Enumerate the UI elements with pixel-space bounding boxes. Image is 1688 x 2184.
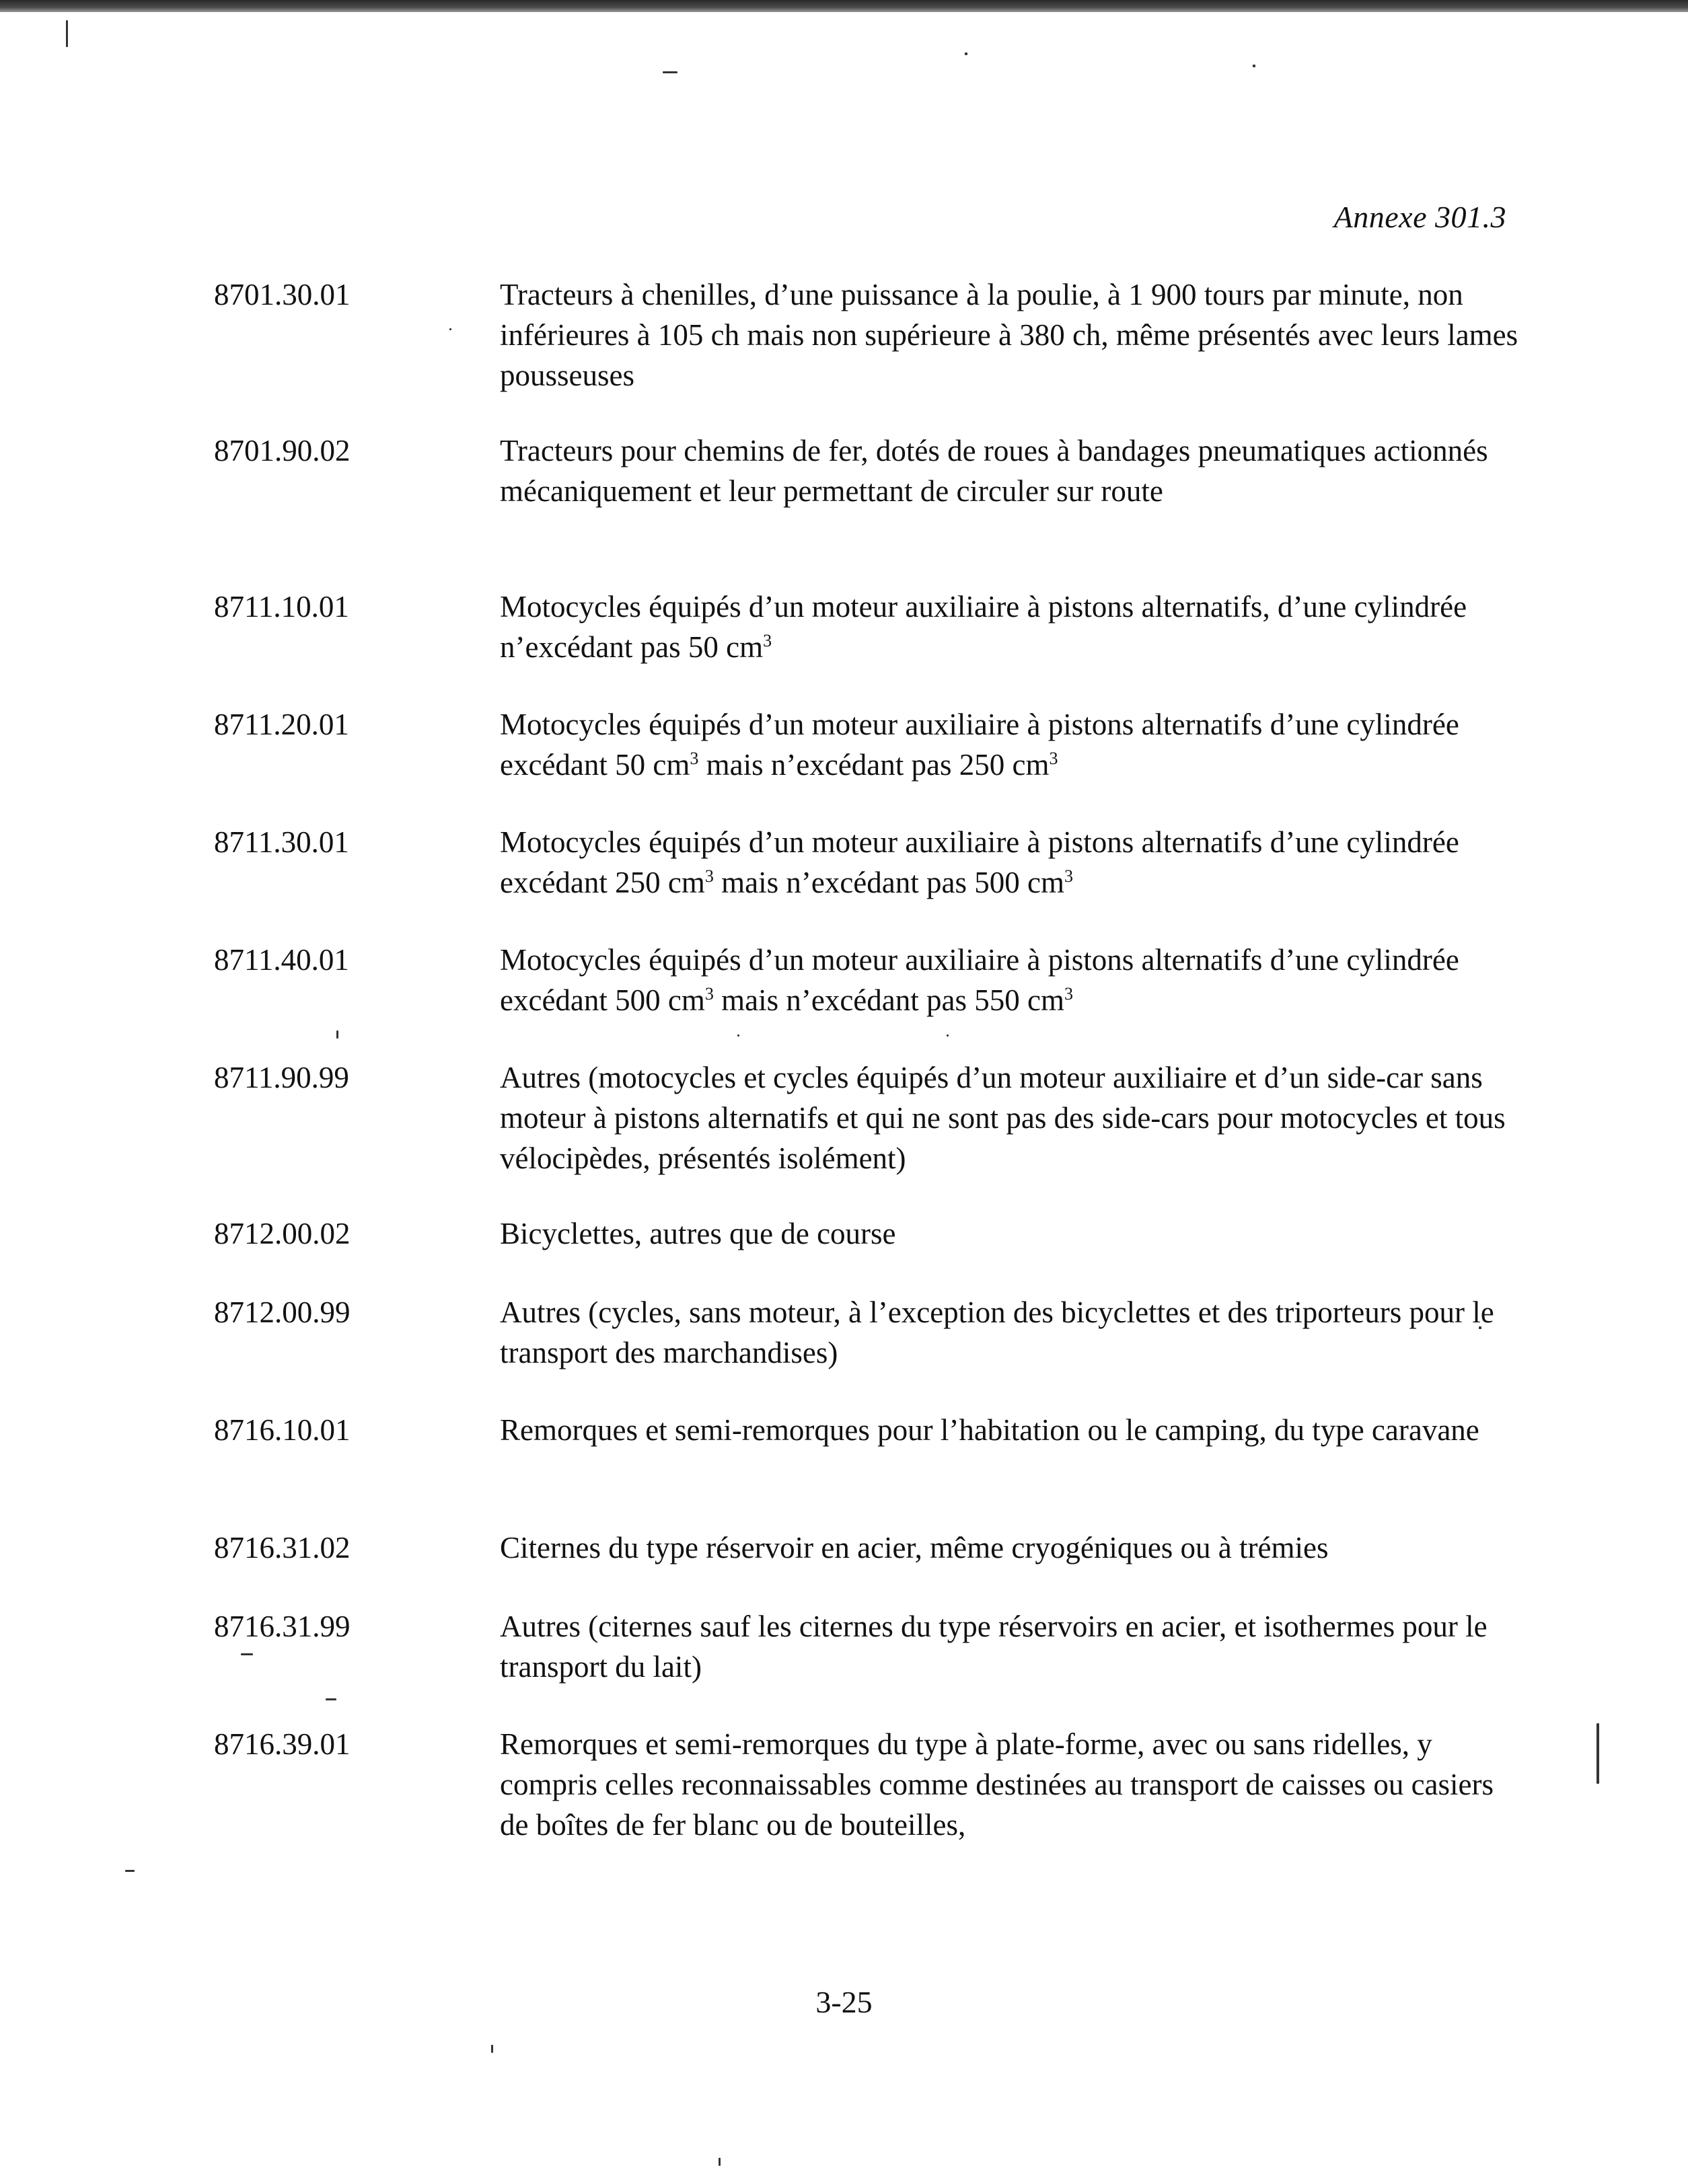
tariff-code: 8711.90.99	[214, 1061, 349, 1094]
tariff-entry	[214, 1213, 1512, 1292]
scan-speck	[1253, 65, 1255, 67]
tariff-description: Autres (motocycles et cycles équipés d’un moteur auxiliaire et d’un side-car sans moteur à pistons alternatifs et qui ne sont pas des side-cars pour motocycles et tous vélocipèdes, présentés isolément)	[500, 1061, 1506, 1175]
tariff-entry	[214, 1606, 1512, 1724]
tariff-code: 8711.40.01	[214, 943, 349, 977]
tariff-code: 8711.20.01	[214, 708, 349, 741]
tariff-code: 8716.31.99	[214, 1610, 351, 1643]
tariff-description: Tracteurs pour chemins de fer, dotés de roues à bandages pneumatiques actionnés mécaniquement et leur permettant de circuler sur route	[500, 434, 1488, 508]
scan-edge	[0, 0, 1688, 12]
tariff-description: Remorques et semi-remorques du type à plate-forme, avec ou sans ridelles, y compris celles reconnaissables comme destinées au transport de caisses ou casiers de boîtes de fer blanc ou de bouteilles,	[500, 1727, 1494, 1842]
tariff-code: 8712.00.99	[214, 1295, 351, 1329]
scan-speck	[491, 2045, 493, 2053]
tariff-description: Autres (cycles, sans moteur, à l’exception des bicyclettes et des triporteurs pour le transport des marchandises)	[500, 1295, 1494, 1369]
tariff-code: 8716.39.01	[214, 1727, 351, 1761]
tariff-code: 8716.31.02	[214, 1531, 351, 1565]
tariff-entry	[214, 1528, 1512, 1606]
tariff-description: Bicyclettes, autres que de course	[500, 1217, 896, 1250]
scan-speck	[719, 2158, 721, 2166]
tariff-code: 8716.10.01	[214, 1413, 351, 1447]
scan-speck	[66, 20, 68, 47]
tariff-entry	[214, 822, 1512, 940]
tariff-code: 8712.00.02	[214, 1217, 351, 1250]
tariff-entry	[214, 1724, 1512, 1880]
tariff-code: 8701.30.01	[214, 278, 351, 311]
tariff-entry	[214, 1410, 1512, 1528]
tariff-description: Tracteurs à chenilles, d’une puissance à la poulie, à 1 900 tours par minute, non inférieures à 105 ch mais non supérieure à 380 ch, même présentés avec leurs lames pousseuses	[500, 278, 1518, 392]
scan-speck	[125, 1870, 135, 1872]
page-number: 3-25	[815, 1985, 873, 2019]
scan-speck	[1597, 1723, 1599, 1784]
tariff-description: Motocycles équipés d’un moteur auxiliaire à pistons alternatifs d’une cylindrée excédant 250 $cm^3$ mais n’excédant pas 500 $cm^3$	[500, 825, 1459, 899]
tariff-description: Motocycles équipés d’un moteur auxiliaire à pistons alternatifs d’une cylindrée excédant 500 $cm^3$ mais n’excédant pas 550 $cm^3$	[500, 943, 1459, 1017]
tariff-entry	[214, 430, 1512, 587]
tariff-code: 8701.90.02	[214, 434, 351, 467]
tariff-entry	[214, 1292, 1512, 1410]
tariff-entry	[214, 940, 1512, 1057]
tariff-entry	[214, 587, 1512, 704]
scan-speck	[965, 52, 967, 55]
annex-header: Annexe 301.3	[1333, 200, 1506, 234]
tariff-description: Autres (citernes sauf les citernes du type réservoirs en acier, et isothermes pour le transport du lait)	[500, 1610, 1488, 1684]
tariff-entry	[214, 704, 1512, 822]
scan-speck	[663, 71, 677, 73]
tariff-entry	[214, 1057, 1512, 1213]
tariff-description: Citernes du type réservoir en acier, même cryogéniques ou à trémies	[500, 1531, 1329, 1565]
tariff-description: Remorques et semi-remorques pour l’habitation ou le camping, du type caravane	[500, 1413, 1479, 1447]
tariff-code: 8711.30.01	[214, 825, 349, 859]
tariff-code: 8711.10.01	[214, 590, 349, 624]
tariff-entry	[214, 274, 1518, 430]
tariff-list	[214, 274, 1518, 1880]
tariff-description: Motocycles équipés d’un moteur auxiliaire à pistons alternatifs d’une cylindrée excédant 50 $cm^3$ mais n’excédant pas 250 $cm^3$	[500, 708, 1459, 782]
tariff-description: Motocycles équipés d’un moteur auxiliaire à pistons alternatifs, d’une cylindrée n’excédant pas 50 $cm^3$	[500, 590, 1467, 664]
